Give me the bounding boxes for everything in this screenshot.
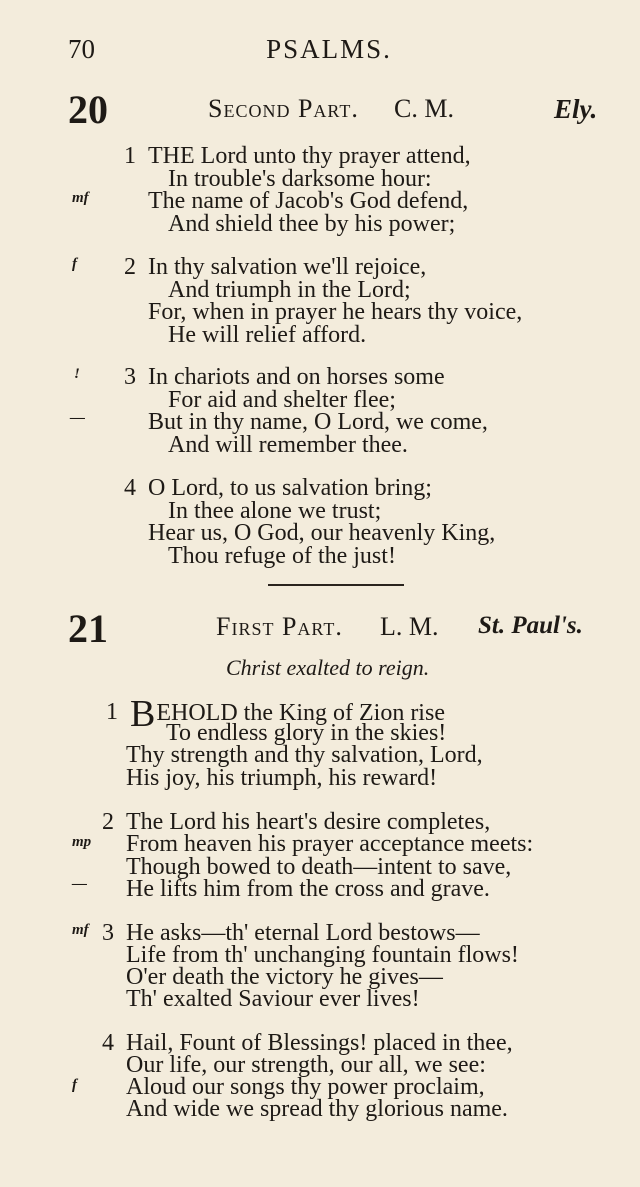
drop-cap-line-rest: EHOLD the King of Zion rise [156,700,445,726]
verse-line: Hear us, O God, our heavenly King, [148,520,496,546]
running-title: PSALMS. [266,34,392,64]
verse-line: He asks—th' eternal Lord bestows— [126,920,480,946]
psalm-number: 20 [68,87,108,132]
psalm-number: 21 [68,606,108,651]
stanza-number: 2 [102,809,114,835]
stanza-number: 1 [124,143,136,169]
verse-line: In trouble's darksome hour: [168,166,432,192]
verse-line: Our life, our strength, our all, we see: [126,1052,486,1078]
verse-line: In chariots and on horses some [148,364,445,390]
page-number: 70 [68,34,95,64]
psalm-subtitle: Christ exalted to reign. [226,655,430,680]
verse-line: The name of Jacob's God defend, [148,188,469,214]
verse-line: His joy, his triumph, his reward! [126,765,438,791]
verse-line: Hail, Fount of Blessings! placed in thee, [126,1030,513,1056]
verse-line: In thee alone we trust; [168,498,382,524]
verse-line: To endless glory in the skies! [166,720,447,746]
part-label: Second Part. [208,94,359,123]
verse-line: And triumph in the Lord; [168,277,411,303]
verse-line: He lifts him from the cross and grave. [126,876,490,902]
stanza-number: 3 [124,364,136,390]
dynamic-mark: ! [74,366,80,382]
section-divider [268,584,404,586]
dynamic-mark: f [72,1077,77,1093]
meter-label: C. M. [394,94,454,123]
verse-line: THE Lord unto thy prayer attend, [148,143,471,169]
dynamic-mark: — [70,410,85,426]
stanza-number: 1 [106,699,118,725]
dynamic-mark: f [72,256,77,272]
verse-line: Though bowed to death—intent to save, [126,854,512,880]
verse-line: The Lord his heart's desire completes, [126,809,491,835]
verse-line: For, when in prayer he hears thy voice, [148,299,523,325]
verse-line: Aloud our songs thy power proclaim, [126,1074,485,1100]
verse-line: From heaven his prayer acceptance meets: [126,831,534,857]
stanza-number: 3 [102,920,114,946]
dynamic-mark: mf [72,190,89,206]
verse-line: He will relief afford. [168,322,367,348]
meter-label: L. M. [380,612,439,641]
verse-line: And wide we spread thy glorious name. [126,1096,508,1122]
verse-line: And will remember thee. [168,432,408,458]
verse-line: Th' exalted Saviour ever lives! [126,986,420,1012]
stanza-number: 2 [124,254,136,280]
drop-cap: B [130,693,156,735]
verse-line: But in thy name, O Lord, we come, [148,409,488,435]
part-label: First Part. [216,612,343,641]
dynamic-mark: mp [72,834,92,850]
verse-line: O Lord, to us salvation bring; [148,475,432,501]
verse-line: Life from th' unchanging fountain flows! [126,942,519,968]
verse-line: For aid and shelter flee; [168,387,396,413]
verse-line: Thou refuge of the just! [168,543,396,569]
stanza-number: 4 [124,475,136,501]
verse-line: Thy strength and thy salvation, Lord, [126,742,483,768]
tune-name: Ely. [554,94,598,124]
tune-name: St. Paul's. [478,612,583,639]
verse-line: And shield thee by his power; [168,211,456,237]
dynamic-mark: mf [72,922,89,938]
dynamic-mark: — [72,876,87,892]
verse-line: O'er death the victory he gives— [126,964,443,990]
stanza-number: 4 [102,1030,114,1056]
verse-line: In thy salvation we'll rejoice, [148,254,427,280]
